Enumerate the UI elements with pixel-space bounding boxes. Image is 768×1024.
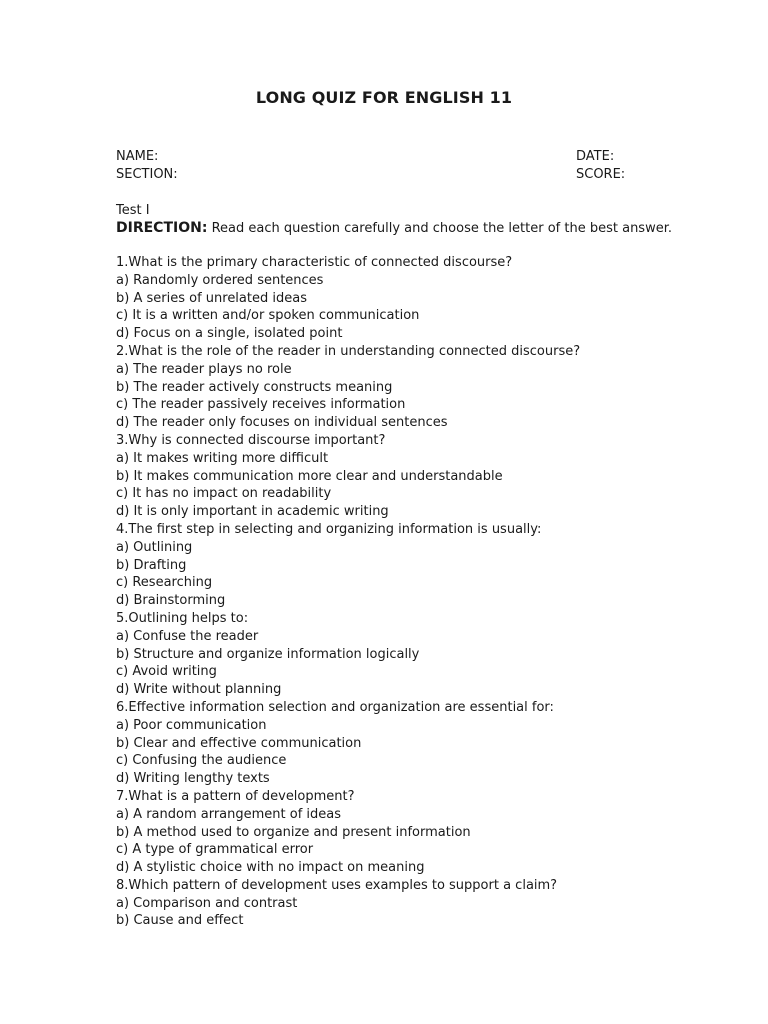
answer-option: c) The reader passively receives information — [116, 397, 406, 413]
answer-option: a) Randomly ordered sentences — [116, 272, 324, 288]
question-text: 2.What is the role of the reader in understanding connected discourse? — [116, 343, 581, 359]
question-text: 5.Outlining helps to: — [116, 610, 249, 626]
answer-option: a) The reader plays no role — [116, 361, 292, 377]
answer-option: a) Confuse the reader — [116, 628, 259, 644]
answer-option: a) A random arrangement of ideas — [116, 806, 342, 822]
page-title: LONG QUIZ FOR ENGLISH 11 — [255, 88, 513, 107]
section-label: SECTION: — [116, 167, 178, 182]
question-block — [116, 877, 716, 930]
answer-option: b) The reader actively constructs meaning — [116, 379, 393, 395]
question-list — [116, 254, 716, 930]
answer-option: a) Outlining — [116, 539, 193, 555]
answer-option: d) Write without planning — [116, 682, 282, 698]
answer-option: c) Confusing the audience — [116, 753, 287, 769]
answer-option: d) A stylistic choice with no impact on meaning — [116, 860, 425, 876]
direction-text: Read each question carefully and choose the letter of the best answer. — [207, 221, 672, 236]
answer-option: a) It makes writing more difficult — [116, 450, 329, 466]
direction — [116, 218, 672, 239]
answer-option: c) It is a written and/or spoken communication — [116, 308, 420, 324]
answer-option: d) Writing lengthy texts — [116, 771, 270, 787]
question-text: 3.Why is connected discourse important? — [116, 432, 386, 448]
header-row-section-score — [116, 166, 656, 184]
answer-option: c) It has no impact on readability — [116, 486, 332, 502]
question-text: 1.What is the primary characteristic of connected discourse? — [116, 255, 513, 270]
answer-option: d) The reader only focuses on individual sentences — [116, 415, 448, 431]
name-label: NAME: — [116, 149, 159, 164]
answer-option: b) Structure and organize information logically — [116, 646, 420, 662]
answer-option: d) It is only important in academic writing — [116, 504, 389, 520]
answer-option: d) Brainstorming — [116, 593, 226, 609]
question-block — [116, 254, 716, 343]
question-block — [116, 610, 716, 699]
question-text: 7.What is a pattern of development? — [116, 788, 355, 804]
question-block — [116, 343, 716, 432]
answer-option: c) A type of grammatical error — [116, 842, 314, 858]
answer-option: c) Researching — [116, 575, 213, 591]
date-label: DATE: — [576, 149, 615, 164]
question-text: 4.The first step in selecting and organizing information is usually: — [116, 521, 542, 537]
answer-option: a) Poor communication — [116, 717, 267, 733]
answer-option: a) Comparison and contrast — [116, 895, 298, 911]
direction-label: DIRECTION: — [116, 220, 208, 236]
header-row-name-date — [116, 148, 656, 166]
question-block — [116, 432, 716, 521]
question-text: 8.Which pattern of development uses examples to support a claim? — [116, 877, 558, 893]
answer-option: b) Clear and effective communication — [116, 735, 362, 751]
answer-option: c) Avoid writing — [116, 664, 217, 680]
question-block — [116, 788, 716, 877]
question-block — [116, 699, 716, 788]
answer-option: b) A method used to organize and present information — [116, 824, 471, 840]
answer-option: b) Cause and effect — [116, 913, 244, 929]
question-text: 6.Effective information selection and organization are essential for: — [116, 699, 554, 715]
answer-option: b) A series of unrelated ideas — [116, 290, 307, 306]
answer-option: b) Drafting — [116, 557, 187, 573]
answer-option: b) It makes communication more clear and understandable — [116, 468, 503, 484]
score-label: SCORE: — [576, 167, 626, 182]
answer-option: d) Focus on a single, isolated point — [116, 326, 343, 342]
question-block — [116, 521, 716, 610]
test-label: Test I — [116, 203, 150, 218]
